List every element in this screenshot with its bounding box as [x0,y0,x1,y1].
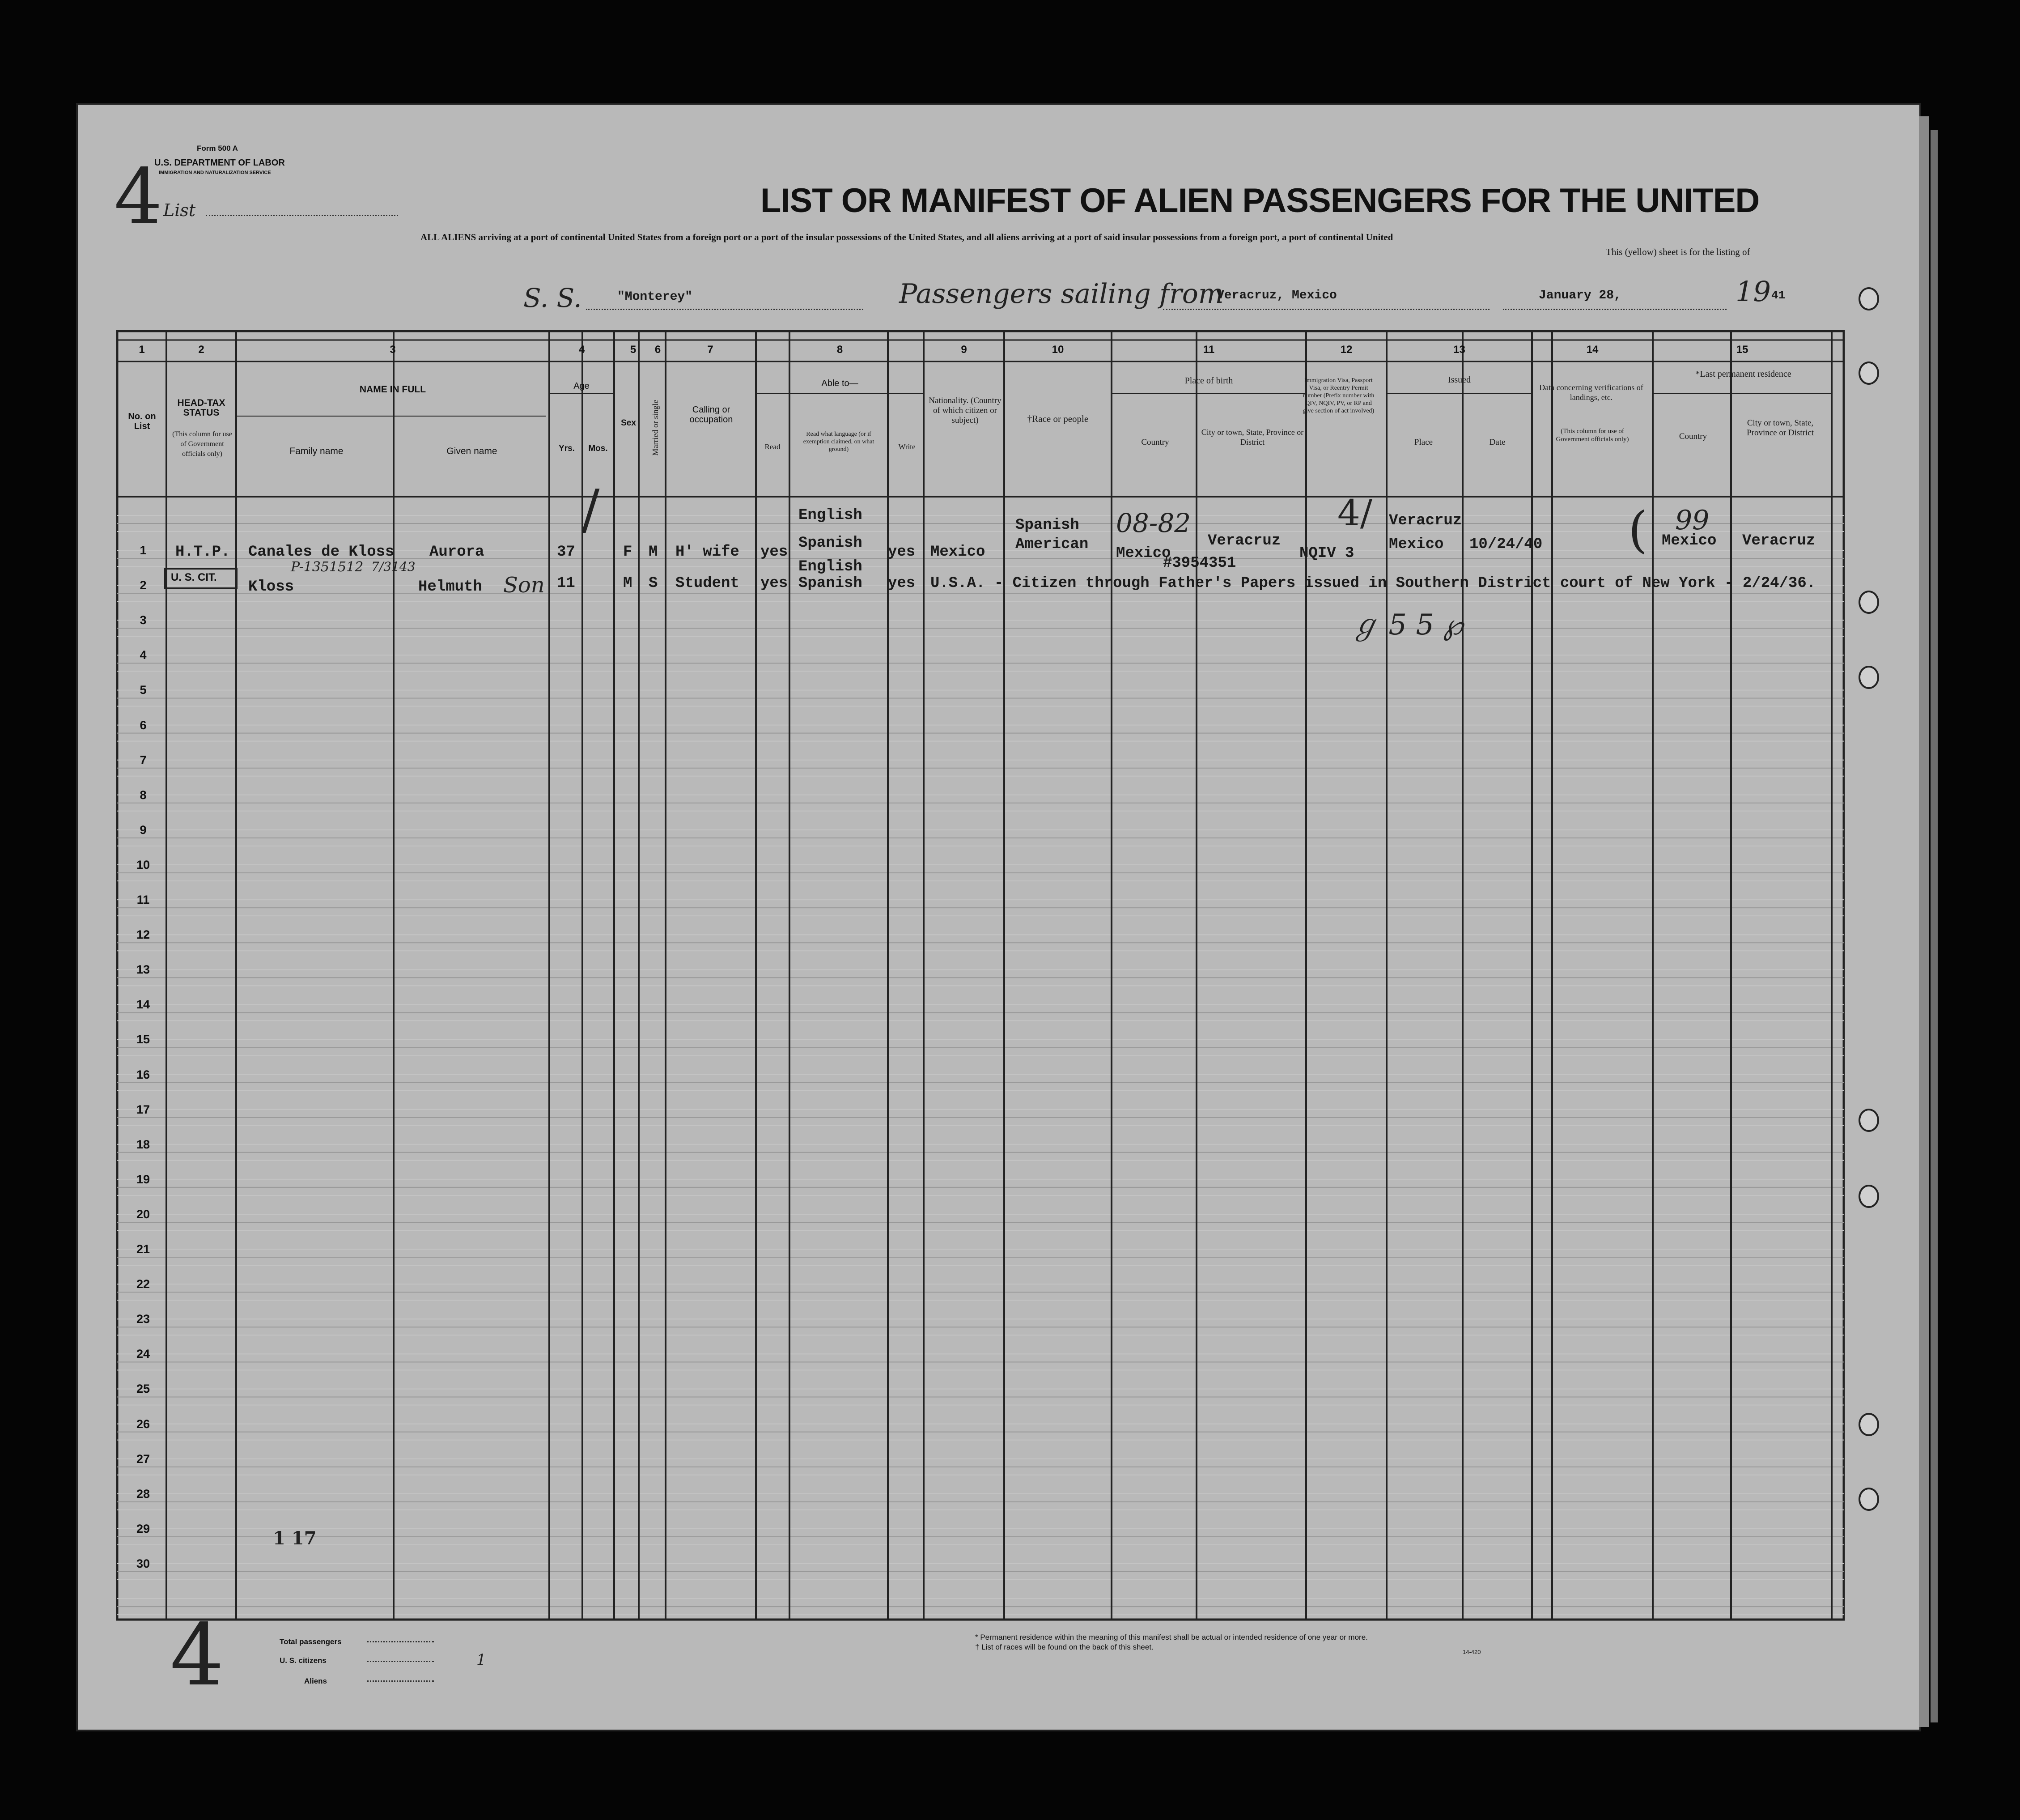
header-nationality: Nationality. (Country of which citizen or subject) [929,396,1002,425]
age-1: 37 [557,544,575,561]
column-number: 7 [707,344,713,356]
form-number: Form 500 A [197,144,238,153]
file-date-2: 7/3143 [371,559,416,574]
issued-date-1: 10/24/40 [1469,536,1543,553]
column-number: 4 [578,344,585,356]
column-number: 5 [630,344,637,356]
read-1: yes [760,544,788,561]
service-label: IMMIGRATION AND NATURALIZATION SERVICE [159,170,271,175]
residence-annotation-1: 99 [1675,505,1710,536]
birth-city-1: Veracruz [1208,532,1281,549]
occupation-1: H' wife [675,544,739,561]
column-number: 10 [1052,344,1064,356]
column-number: 15 [1736,344,1748,356]
nationality-1: Mexico [930,544,985,561]
issued-place-1b: Mexico [1389,536,1444,553]
header-birth-country: Country [1141,438,1169,447]
language-english-1: English [798,507,862,524]
verification-mark: ( [1628,501,1647,558]
row-number: 14 [136,998,150,1011]
header-birth-city: City or town, State, Province or District [1201,428,1304,446]
given-name-2: Helmuth [418,578,482,595]
column-number: 11 [1203,344,1215,356]
column-number: 12 [1340,344,1353,356]
column-number: 1 [139,344,145,356]
occupation-2: Student [675,575,739,592]
read-2: yes [760,575,788,592]
residence-country-1: Mexico [1662,532,1717,549]
column-number: 13 [1453,344,1465,356]
header-head-tax-note: (This column for use of Government officials only) [172,430,232,458]
header-place-of-birth: Place of birth [1184,376,1233,386]
row-number: 9 [140,823,147,837]
row-number: 26 [136,1417,150,1431]
header-sex: Sex [621,418,636,428]
column-number: 14 [1586,344,1599,356]
header-yrs: Yrs. [559,444,575,453]
row-number: 4 [140,648,147,662]
row-number: 2 [140,578,147,592]
write-2: yes [888,575,916,592]
footer-us-citizens-dots [367,1661,434,1662]
residence-city-1: Veracruz [1742,532,1816,549]
row-number: 13 [136,963,150,976]
header-res-city: City or town, State, Province or District [1747,418,1814,438]
header-name-in-full: NAME IN FULL [359,384,426,395]
head-tax-status-1: H.T.P. [175,544,230,561]
visa-annotation: 4/ [1337,492,1372,534]
marital-1: M [649,544,658,561]
header-head-tax: HEAD-TAX STATUS [177,398,225,418]
row-number: 21 [136,1242,150,1256]
row-number: 3 [140,613,147,627]
row-number: 16 [136,1068,150,1081]
instructions-line-2: This (yellow) sheet is for the listing of [1606,247,1750,257]
citizen-note-2: U.S.A. - Citizen through Father's Papers issued in Southern District court of New York - 2/24/36. [930,575,1816,592]
footer-us-citizens-mark: 1 [476,1651,486,1669]
write-1: yes [888,544,916,561]
row-number: 5 [140,683,147,697]
race-1b: American [1015,536,1089,553]
language-spanish-2: Spanish [798,575,862,592]
footer-total-passengers: Total passengers [280,1637,342,1646]
footer-aliens: Aliens [304,1677,327,1685]
file-number-2: P-1351512 [291,559,364,575]
signature-number: 5 5 [1388,608,1434,642]
instructions-line-1: ALL ALIENS arriving at a port of continental United States from a foreign port or a port of the insular possessions of the United States, and all aliens arriving at a port of said insular possessions from a foreign port, a port of continental United [420,232,1393,242]
header-married: Married or single [651,400,660,456]
row-number: 19 [136,1173,150,1186]
row-number: 28 [136,1487,150,1501]
birth-country-1: Mexico [1116,545,1171,562]
form-code: 14-420 [1463,1649,1481,1655]
header-verifications: Data concerning verifications of landings, etc. [1539,383,1643,402]
row-number: 25 [136,1382,150,1395]
port-name: Veracruz, Mexico [1217,289,1337,302]
header-issued-date: Date [1489,438,1506,447]
column-number: 8 [836,344,843,356]
marital-2: S [649,575,658,592]
check-mark: / [581,479,600,541]
header-visa: Immigration Visa, Passport Visa, or Reentry Permit number (Prefix number with QIV, NQIV, PV, or RP and give section of act involved) [1303,377,1375,414]
row-number: 29 [136,1522,150,1535]
header-age: Age [573,381,590,391]
row-number: 22 [136,1277,150,1291]
ss-label: S. S. [523,283,582,313]
footer-us-citizens: U. S. citizens [280,1656,327,1665]
row-number: 7 [140,753,147,767]
family-name-2: Kloss [248,578,294,595]
year-suffix: 41 [1771,289,1786,302]
footer-aliens-dots [367,1680,434,1682]
list-label: List [163,200,196,220]
signature-scrawl: ℊ 5 5 ℘ [1351,608,1464,642]
list-number: 4 [114,153,163,241]
relation-2: Son [503,573,545,598]
bottom-number: 4 [170,1606,224,1705]
header-given-name: Given name [446,446,497,456]
column-number: 3 [390,344,396,356]
header-issued-place: Place [1414,438,1433,447]
row-number: 8 [140,788,147,802]
header-res-country: Country [1679,432,1707,441]
header-verifications-note: (This column for use of Government officials only) [1556,428,1629,443]
footnote-races: † List of races will be found on the back of this sheet. [975,1643,1154,1651]
race-1a: Spanish [1015,517,1079,534]
row-number: 10 [136,858,150,872]
birth-country-annotation-1: 08-82 [1116,508,1191,538]
header-read-language: Read what language (or if exemption claimed, on what ground) [803,431,874,453]
column-number: 9 [961,344,967,356]
year-prefix: 19 [1736,275,1771,308]
age-2: 11 [557,575,575,592]
row-number: 20 [136,1208,150,1221]
issued-place-1a: Veracruz [1389,512,1462,529]
language-english-2: English [798,558,862,575]
visa-1: NQIV 3 [1299,545,1354,562]
head-tax-status-2: U. S. CIT. [171,571,217,583]
row-number: 24 [136,1347,150,1361]
header-write: Write [898,442,916,451]
row-number: 15 [136,1033,150,1046]
footnote-residence: * Permanent residence within the meaning of this manifest shall be actual or intended residence of one year or more. [975,1633,1368,1641]
header-no-on-list: No. on List [128,412,156,431]
row-number: 11 [136,893,150,906]
header-calling: Calling or occupation [689,405,733,425]
row-number: 6 [140,719,147,732]
row-29-mark: 1 17 [273,1528,317,1549]
manifest-title: LIST OR MANIFEST OF ALIEN PASSENGERS FOR THE UNITED [760,182,1760,220]
header-able-to: Able to— [821,378,858,388]
header-mos: Mos. [588,444,608,453]
row-number: 12 [136,928,150,941]
header-read: Read [764,442,781,451]
sex-1: F [623,544,632,561]
language-spanish-1: Spanish [798,535,862,552]
row-number: 27 [136,1452,150,1466]
footer-total-dots [367,1641,434,1642]
given-name-1: Aurora [429,544,484,561]
column-number: 6 [654,344,661,356]
visa-number-1: #3954351 [1163,555,1236,572]
row-number: 17 [136,1103,150,1116]
row-number: 30 [136,1557,150,1570]
sailing-date: January 28, [1539,289,1621,302]
family-name-1: Canales de Kloss [248,544,395,561]
header-issued: Issued [1447,375,1471,385]
header-last-residence: *Last permanent residence [1695,369,1791,379]
row-number: 23 [136,1312,150,1326]
sailing-label: Passengers sailing from [899,278,1224,310]
row-number: 18 [136,1138,150,1151]
row-number: 1 [140,544,147,557]
sex-2: M [623,575,632,592]
ship-name: "Monterey" [617,290,693,304]
header-family-name: Family name [289,446,344,456]
column-number: 2 [198,344,204,356]
department-label: U.S. DEPARTMENT OF LABOR [154,158,285,168]
header-race: †Race or people [1027,413,1089,424]
